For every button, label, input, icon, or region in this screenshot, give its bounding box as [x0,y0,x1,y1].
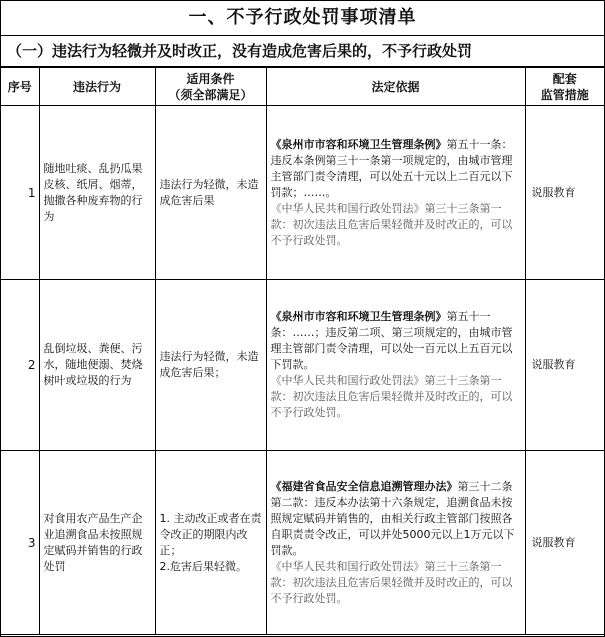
header-cond-line1: 适用条件 [186,71,235,86]
header-cond-line2: （须全部满足） [168,87,253,102]
basis-law: 《中华人民共和国行政处罚法》第三十三条第一款：初次违法且危害后果轻微并及时改正的，可以不予行政处罚。 [270,559,513,605]
header-basis: 法定依据 [266,68,525,106]
row-act: 对食用农产品生产企业追溯食品未按照规定赋码并销售的行政处罚 [39,451,155,635]
row-act: 乱倒垃圾、粪便、污水，随地便溺、焚烧树叶或垃圾的行为 [39,280,155,451]
table-row [1,280,604,451]
page-title: 一、不予行政处罚事项清单 [1,1,604,36]
header-measure-line1: 配套 [552,71,577,86]
row-measure: 说服教育 [525,106,604,280]
basis-title: 《福建省食品安全信息追溯管理办法》 [270,479,458,493]
basis-law: 《中华人民共和国行政处罚法》第三十三条第一款：初次违法且危害后果轻微并及时改正的，可以不予行政处罚。 [270,201,513,247]
section-subtitle: （一）违法行为轻微并及时改正，没有造成危害后果的，不予行政处罚 [1,36,604,67]
basis-title: 《泉州市市容和环境卫生管理条例》 [270,310,447,323]
row-measure: 说服教育 [525,451,604,635]
row-act: 随地吐痰、乱扔瓜果皮核、纸屑、烟蒂，抛撒各种废弃物的行为 [39,106,155,280]
row-condition: 违法行为轻微，未造成危害后果 [155,106,266,280]
row-number: 1 [1,106,39,280]
row-basis [266,451,525,635]
basis-text: 第三十二条第二款：违反本办法第十六条规定，追溯食品未按照规定赋码并销售的，由相关行政主管部门按照各自职责责令改正，可以并处5000元以上1万元以下罚款。 [270,479,515,557]
basis-title: 《泉州市市容和环境卫生管理条例》 [270,137,447,151]
header-act: 违法行为 [39,68,155,106]
header-measure-line2: 监管措施 [540,87,589,102]
penalty-exemption-table [1,67,604,635]
basis-text: 第五十一条：违反本条例第三十一条第一项规定的，由城市管理主管部门责令清理，可以处五十元以上二百元以下罚款；……。 [270,137,513,199]
condition-item-2: 2.危害后果轻微。 [159,559,247,573]
table-header-row [1,68,604,106]
row-condition: 违法行为轻微，未造成危害后果； [155,280,266,451]
header-no: 序号 [1,68,39,106]
row-condition [155,451,266,635]
header-cond [155,68,266,106]
row-basis [266,106,525,280]
row-number: 3 [1,451,39,635]
header-measure [525,68,604,106]
basis-law: 《中华人民共和国行政处罚法》第三十三条第一款：初次违法且危害后果轻微并及时改正的，可以不予行政处罚。 [270,374,513,419]
row-measure: 说服教育 [525,280,604,451]
row-basis [266,280,525,451]
table-row [1,451,604,635]
condition-item-1: 1. 主动改正或者在责令改正的期限内改正； [159,511,262,557]
basis-text: 第五十一条：……；违反第二项、第三项规定的，由城市管理主管部门责令清理，可以处一百元以上五百元以下罚款。 [270,310,513,371]
table-row [1,106,604,280]
row-number: 2 [1,280,39,451]
